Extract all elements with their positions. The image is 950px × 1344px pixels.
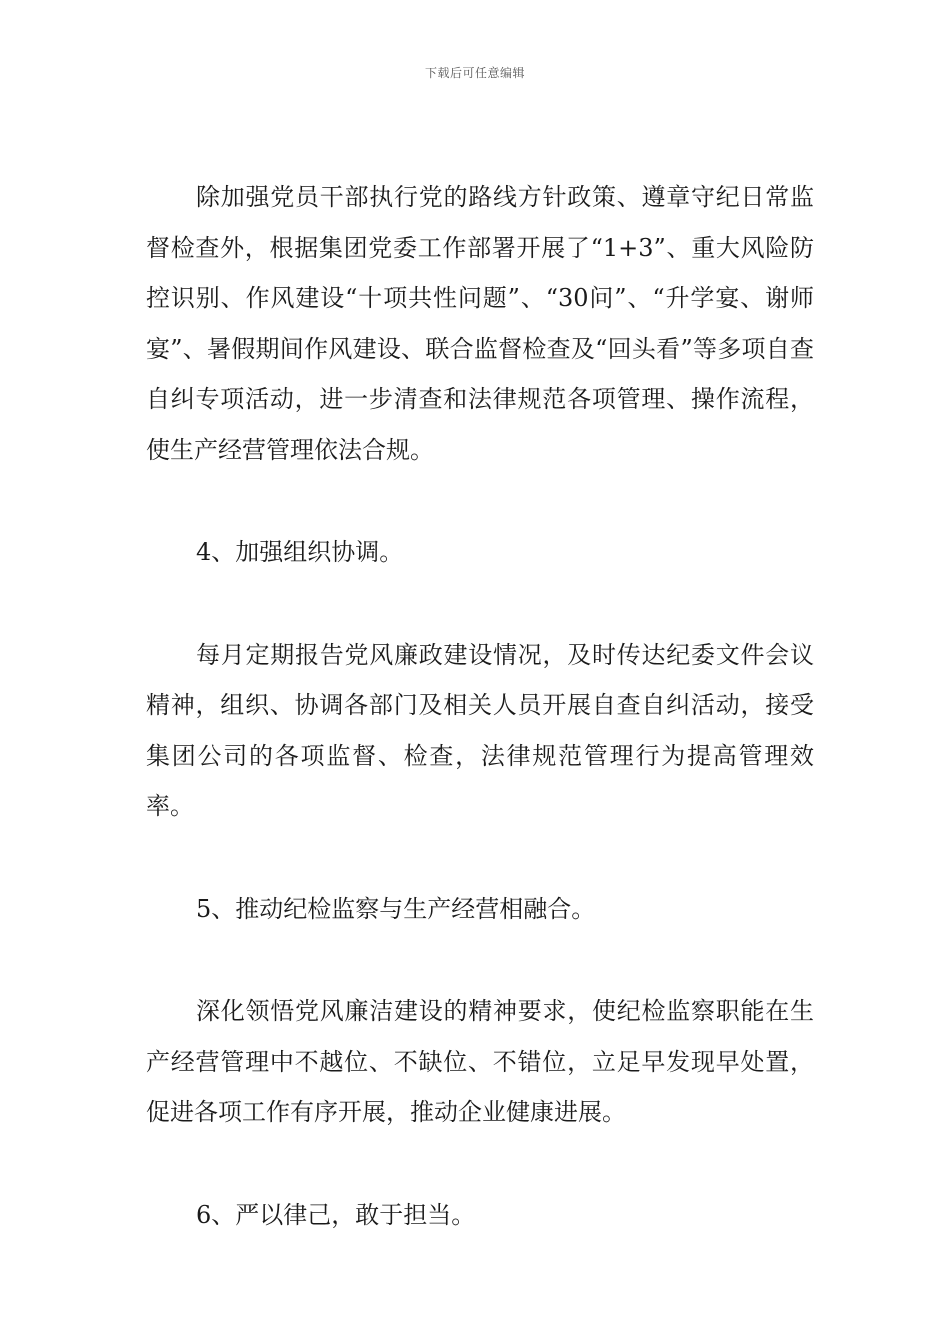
section-heading-4: 4、加强组织协调。	[196, 538, 404, 566]
paragraph-coordination: 每月定期报告党风廉政建设情况，及时传达纪委文件会议精神，组织、协调各部门及相关人员开展自查自纠活动，接受集团公司的各项监督、检查，法律规范管理行为提高管理效率。	[146, 640, 814, 820]
paragraph-spacer	[146, 475, 814, 527]
document-body	[146, 172, 814, 1240]
paragraph-spacer	[146, 1138, 814, 1190]
section-heading-6: 6、严以律己，敢于担当。	[196, 1200, 476, 1229]
paragraph-spacer	[146, 934, 814, 986]
paragraph-supervision: 除加强党员干部执行党的路线方针政策、遵章守纪日常监督检查外，根据集团党委工作部署开展了“1+3”、重大风险防控识别、作风建设“十项共性问题”、“30问”、“升学宴、谢师宴”、暑假期间作风建设、联合监督检查及“回头看”等多项自查自纠专项活动，进一步清查和法律规范各项管理、操作流程，使生产经营管理依法合规。	[146, 183, 814, 464]
paragraph-spacer	[146, 578, 814, 630]
section-heading-5: 5、推动纪检监察与生产经营相融合。	[196, 894, 596, 923]
page-header: 下载后可任意编辑	[424, 66, 525, 80]
paragraph-spacer	[146, 832, 814, 884]
paragraph-integration: 深化领悟党风廉洁建设的精神要求，使纪检监察职能在生产经营管理中不越位、不缺位、不错位，立足早发现早处置，促进各项工作有序开展，推动企业健康进展。	[146, 997, 814, 1126]
